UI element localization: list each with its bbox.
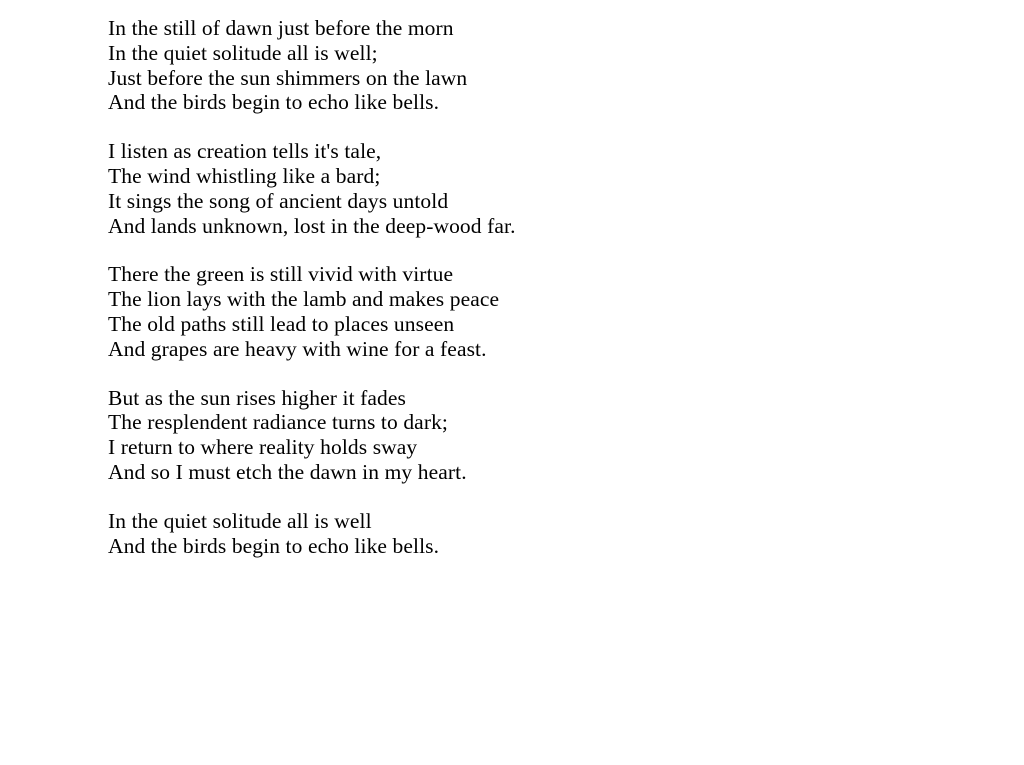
- poem-stanza: [108, 139, 928, 238]
- poem-line: But as the sun rises higher it fades: [108, 385, 406, 410]
- poem-body: [108, 16, 928, 558]
- poem-line: And the birds begin to echo like bells.: [108, 90, 440, 115]
- poem-line: The old paths still lead to places unseen: [108, 311, 455, 336]
- poem-line: The lion lays with the lamb and makes peace: [108, 287, 500, 312]
- poem-stanza: [108, 16, 928, 115]
- poem-line: I return to where reality holds sway: [108, 435, 418, 460]
- poem-line: And so I must etch the dawn in my heart.: [108, 459, 467, 484]
- poem-line: In the quiet solitude all is well;: [108, 40, 378, 65]
- poem-line: And lands unknown, lost in the deep-wood far.: [108, 213, 516, 238]
- poem-line: In the still of dawn just before the morn: [108, 16, 454, 40]
- poem-stanza: [108, 509, 928, 559]
- poem-line: Just before the sun shimmers on the lawn: [108, 65, 468, 90]
- poem-line: The wind whistling like a bard;: [108, 163, 381, 188]
- poem-stanza: [108, 386, 928, 485]
- poem-line: And grapes are heavy with wine for a feast.: [108, 336, 487, 361]
- poem-stanza: [108, 262, 928, 361]
- poem-line: And the birds begin to echo like bells.: [108, 533, 440, 558]
- poem-line: I listen as creation tells it's tale,: [108, 139, 382, 164]
- poem-line: There the green is still vivid with virtue: [108, 262, 454, 287]
- poem-line: It sings the song of ancient days untold: [108, 188, 449, 213]
- poem-line: In the quiet solitude all is well: [108, 508, 372, 533]
- poem-line: The resplendent radiance turns to dark;: [108, 410, 449, 435]
